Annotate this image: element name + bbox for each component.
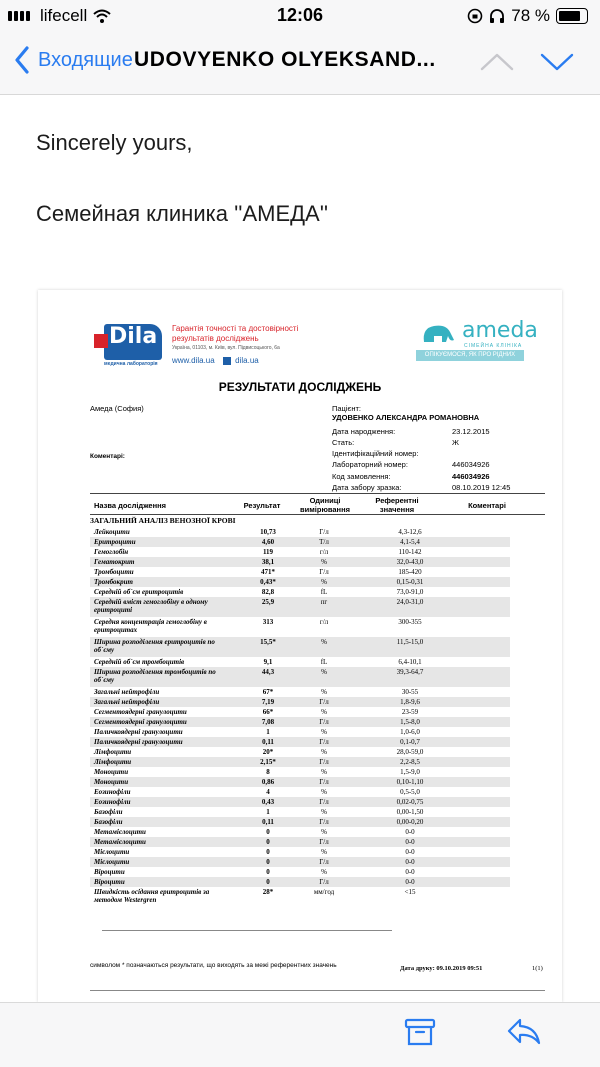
divider bbox=[90, 493, 545, 494]
orientation-lock-icon bbox=[467, 8, 483, 24]
test-name: Гематокрит bbox=[94, 558, 135, 566]
test-reference: 32,0-43,0 bbox=[396, 558, 424, 566]
test-name: Моноцити bbox=[94, 768, 129, 776]
info-label: Дата народження: bbox=[332, 427, 396, 436]
table-row bbox=[90, 877, 510, 887]
bottom-toolbar bbox=[0, 1002, 600, 1067]
test-reference: 0,00-1,50 bbox=[396, 808, 424, 816]
table-row bbox=[90, 687, 510, 697]
test-unit: % bbox=[321, 828, 327, 836]
table-row bbox=[90, 787, 510, 797]
divider bbox=[90, 514, 545, 515]
status-bar bbox=[0, 0, 600, 32]
test-unit: Г/л bbox=[319, 838, 329, 846]
test-name: Метамієлоцити bbox=[94, 828, 146, 836]
table-row bbox=[90, 527, 510, 537]
test-name: Швидкість осідання еритроцитів за методом Westergren bbox=[94, 888, 210, 904]
test-unit: Г/л bbox=[319, 798, 329, 806]
test-reference: 4,3-12,6 bbox=[398, 528, 422, 536]
back-button[interactable] bbox=[14, 46, 133, 74]
test-reference: 0,1-0,7 bbox=[400, 738, 420, 746]
test-unit: г/л bbox=[319, 618, 329, 626]
test-reference: 1,0-6,0 bbox=[400, 728, 420, 736]
test-name: Ширина розподілення еритроцитів по об`єму bbox=[94, 638, 215, 654]
test-reference: 23-59 bbox=[401, 708, 419, 716]
test-reference: 0-0 bbox=[405, 848, 415, 856]
test-unit: % bbox=[321, 578, 327, 586]
test-reference: 39,3-64,7 bbox=[396, 668, 424, 676]
test-unit: % bbox=[321, 788, 327, 796]
info-label: Лабораторний номер: bbox=[332, 460, 408, 469]
test-reference: 4,1-5,4 bbox=[400, 538, 420, 546]
test-reference: 0-0 bbox=[405, 868, 415, 876]
test-reference: 0,10-1,10 bbox=[396, 778, 424, 786]
test-reference: 6,4-10,1 bbox=[398, 658, 422, 666]
table-row bbox=[90, 817, 510, 827]
info-value: 23.12.2015 bbox=[452, 427, 490, 436]
test-result: 28* bbox=[262, 888, 274, 896]
battery-icon bbox=[556, 8, 588, 24]
test-unit: г/л bbox=[319, 548, 329, 556]
info-value: 446034926 bbox=[452, 460, 490, 469]
guarantee-text: Гарантія точності та достовірності результатів досліджень bbox=[172, 324, 299, 343]
table-row bbox=[90, 847, 510, 857]
table-row bbox=[90, 567, 510, 577]
test-reference: 0-0 bbox=[405, 878, 415, 886]
reply-button[interactable] bbox=[506, 1017, 542, 1047]
test-unit: % bbox=[321, 638, 327, 646]
table-row bbox=[90, 827, 510, 837]
test-result: 4 bbox=[266, 788, 270, 796]
test-name: Лімфоцити bbox=[94, 758, 132, 766]
test-unit: % bbox=[321, 868, 327, 876]
back-label: Входящие bbox=[38, 48, 133, 71]
table-row bbox=[90, 757, 510, 767]
test-unit: % bbox=[321, 748, 327, 756]
test-name: Сегментоядерні гранулоцити bbox=[94, 718, 187, 726]
test-unit: % bbox=[321, 558, 327, 566]
table-row bbox=[90, 587, 510, 597]
attachment-document[interactable] bbox=[38, 290, 562, 1002]
test-name: Віроцити bbox=[94, 868, 125, 876]
info-label: Ідентифікаційний номер: bbox=[332, 449, 419, 458]
info-label: Стать: bbox=[332, 438, 355, 447]
test-reference: 73,0-91,0 bbox=[396, 588, 424, 596]
info-label: Дата забору зразка: bbox=[332, 483, 402, 492]
print-date: Дата друку: 09.10.2019 09:51 bbox=[400, 965, 483, 972]
next-message-button[interactable] bbox=[540, 52, 574, 72]
chevron-left-icon bbox=[14, 46, 30, 74]
test-reference: 30-55 bbox=[401, 688, 419, 696]
test-unit: мм/год bbox=[313, 888, 335, 896]
elephant-icon bbox=[420, 320, 460, 348]
test-name: Загальні нейтрофіли bbox=[94, 698, 160, 706]
test-name: Лейкоцити bbox=[94, 528, 130, 536]
test-name: Віроцити bbox=[94, 878, 125, 886]
test-reference: 0-0 bbox=[405, 828, 415, 836]
table-row bbox=[90, 857, 510, 867]
test-name: Еритроцити bbox=[94, 538, 136, 546]
results-table bbox=[90, 527, 510, 907]
info-value: Ж bbox=[452, 438, 459, 447]
test-name: Тромбоцити bbox=[94, 568, 134, 576]
test-name: Мієлоцити bbox=[94, 848, 130, 856]
table-row bbox=[90, 547, 510, 557]
dila-logo: Dila bbox=[104, 324, 162, 360]
test-result: 471* bbox=[261, 568, 275, 576]
test-reference: 11,5-15,0 bbox=[396, 638, 424, 646]
column-header-result: Результат bbox=[243, 501, 281, 510]
test-result: 0,43* bbox=[260, 578, 276, 586]
test-name: Метамієлоцити bbox=[94, 838, 146, 846]
facebook-icon bbox=[223, 357, 231, 365]
test-reference: 1,5-8,0 bbox=[400, 718, 420, 726]
footnote: символом * позначаються результати, що виходять за межі референтних значень bbox=[90, 962, 337, 969]
test-result: 7,08 bbox=[261, 718, 275, 726]
test-reference: 185-420 bbox=[398, 568, 422, 576]
test-unit: Г/л bbox=[319, 698, 329, 706]
test-name: Паличкоядерні гранулоцити bbox=[94, 728, 183, 736]
test-reference: 2,2-8,5 bbox=[400, 758, 420, 766]
table-row bbox=[90, 577, 510, 587]
patient-name: УДОВЕНКО АЛЕКСАНДРА РОМАНОВНА bbox=[332, 413, 480, 422]
test-result: 0 bbox=[266, 848, 270, 856]
lab-address: Україна, 01103, м. Київ, вул. Підвисоцького, 6а bbox=[172, 345, 280, 351]
previous-message-button[interactable] bbox=[480, 52, 514, 72]
test-result: 0,86 bbox=[261, 778, 275, 786]
comments-label: Коментарі: bbox=[90, 453, 125, 460]
table-row bbox=[90, 597, 510, 617]
test-unit: % bbox=[321, 668, 327, 676]
test-unit: Г/л bbox=[319, 758, 329, 766]
test-result: 10,73 bbox=[260, 528, 276, 536]
column-header-name: Назва дослідження bbox=[94, 501, 167, 510]
test-unit: Т/л bbox=[319, 538, 329, 546]
test-result: 15,5* bbox=[260, 638, 276, 646]
test-result: 0 bbox=[266, 858, 270, 866]
table-row bbox=[90, 747, 510, 757]
table-row bbox=[90, 777, 510, 787]
sender-clinic: Амеда (София) bbox=[90, 404, 144, 413]
test-result: 0,43 bbox=[261, 798, 275, 806]
test-result: 0,11 bbox=[262, 738, 274, 746]
test-reference: 0,5-5,0 bbox=[400, 788, 420, 796]
test-unit: Г/л bbox=[319, 718, 329, 726]
test-unit: % bbox=[321, 768, 327, 776]
column-header-comments: Коментарі bbox=[468, 501, 506, 510]
test-name: Середній вміст гемоглобіну в одному еритроциті bbox=[94, 598, 208, 614]
status-time: 12:06 bbox=[276, 5, 324, 25]
info-value: 446034926 bbox=[452, 472, 490, 481]
test-unit: % bbox=[321, 708, 327, 716]
table-row bbox=[90, 737, 510, 747]
battery-percent: 78 % bbox=[511, 6, 550, 25]
test-reference: 1,5-9,0 bbox=[400, 768, 420, 776]
test-unit: Г/л bbox=[319, 818, 329, 826]
column-header-units: Одиниці вимірювання bbox=[300, 496, 350, 514]
carrier-name: lifecell bbox=[40, 6, 88, 25]
table-row bbox=[90, 537, 510, 547]
table-row bbox=[90, 837, 510, 847]
patient-label: Пацієнт: bbox=[332, 404, 362, 413]
test-unit: % bbox=[321, 688, 327, 696]
test-result: 0 bbox=[266, 828, 270, 836]
test-result: 0 bbox=[266, 868, 270, 876]
test-name: Гемоглобін bbox=[94, 548, 129, 556]
table-row bbox=[90, 667, 510, 687]
test-result: 0 bbox=[266, 878, 270, 886]
test-name: Базофіли bbox=[94, 818, 123, 826]
test-name: Паличкоядерні гранулоцити bbox=[94, 738, 183, 746]
info-label: Код замовлення: bbox=[332, 472, 391, 481]
test-unit: fL bbox=[320, 588, 328, 596]
test-result: 0 bbox=[266, 838, 270, 846]
table-row bbox=[90, 657, 510, 667]
test-unit: % bbox=[321, 808, 327, 816]
test-reference: 0,00-0,20 bbox=[396, 818, 424, 826]
info-value: 08.10.2019 12:45 bbox=[452, 483, 511, 492]
page-number: 1(1) bbox=[532, 965, 543, 972]
test-unit: пг bbox=[320, 598, 328, 606]
test-name: Середній об`єм еритроцитів bbox=[94, 588, 184, 596]
navigation-bar bbox=[0, 32, 600, 95]
test-result: 119 bbox=[262, 548, 274, 556]
dila-website: www.dila.ua dila.ua bbox=[172, 356, 259, 365]
test-name: Тромбокрит bbox=[94, 578, 133, 586]
test-name: Моноцити bbox=[94, 778, 129, 786]
test-reference: 28,0-59,0 bbox=[396, 748, 424, 756]
test-reference: 0-0 bbox=[405, 838, 415, 846]
test-result: 66* bbox=[262, 708, 274, 716]
test-result: 2,15* bbox=[260, 758, 276, 766]
test-name: Сегментоядерні гранулоцити bbox=[94, 708, 187, 716]
table-row bbox=[90, 887, 510, 907]
test-unit: Г/л bbox=[319, 528, 329, 536]
test-reference: 110-142 bbox=[398, 548, 422, 556]
test-reference: 0,15-0,31 bbox=[396, 578, 424, 586]
table-row bbox=[90, 867, 510, 877]
test-result: 9,1 bbox=[263, 658, 273, 666]
status-right bbox=[467, 6, 588, 26]
table-row bbox=[90, 707, 510, 717]
divider bbox=[102, 930, 392, 931]
test-result: 4,60 bbox=[261, 538, 275, 546]
table-row bbox=[90, 727, 510, 737]
test-name: Еозинофіли bbox=[94, 798, 131, 806]
table-row bbox=[90, 717, 510, 727]
table-row bbox=[90, 767, 510, 777]
test-name: Середній об`єм тромбоцитів bbox=[94, 658, 185, 666]
test-name: Середня концентрація гемоглобіну в еритроцитах bbox=[94, 618, 207, 634]
test-name: Ширина розподілення тромбоцитів по об`єму bbox=[94, 668, 216, 684]
test-result: 0,11 bbox=[262, 818, 274, 826]
test-result: 313 bbox=[262, 618, 274, 626]
test-unit: % bbox=[321, 728, 327, 736]
section-title: ЗАГАЛЬНИЙ АНАЛІЗ ВЕНОЗНОЇ КРОВІ bbox=[90, 516, 236, 525]
test-result: 1 bbox=[266, 728, 270, 736]
ameda-logo: ameda СІМЕЙНА КЛІНІКА ОПІКУЄМОСЯ, ЯК ПРО РІДНИХ bbox=[416, 318, 526, 362]
test-name: Лімфоцити bbox=[94, 748, 132, 756]
test-name: Базофіли bbox=[94, 808, 123, 816]
column-header-reference: Референтні значення bbox=[375, 496, 419, 514]
test-result: 67* bbox=[262, 688, 274, 696]
test-unit: fL bbox=[320, 658, 328, 666]
test-unit: Г/л bbox=[319, 568, 329, 576]
test-result: 20* bbox=[262, 748, 274, 756]
test-unit: Г/л bbox=[319, 878, 329, 886]
headphones-icon bbox=[489, 8, 505, 24]
test-reference: 24,0-31,0 bbox=[396, 598, 424, 606]
divider bbox=[90, 990, 545, 991]
test-unit: Г/л bbox=[319, 778, 329, 786]
test-name: Загальні нейтрофіли bbox=[94, 688, 160, 696]
test-unit: Г/л bbox=[319, 858, 329, 866]
document-title: РЕЗУЛЬТАТИ ДОСЛІДЖЕНЬ bbox=[218, 380, 382, 394]
test-name: Мієлоцити bbox=[94, 858, 130, 866]
test-result: 25,9 bbox=[261, 598, 275, 606]
table-row bbox=[90, 797, 510, 807]
dila-caption: медична лабораторія bbox=[104, 361, 158, 367]
email-closing: Sincerely yours, bbox=[36, 130, 193, 155]
test-result: 44,3 bbox=[261, 668, 275, 676]
table-row bbox=[90, 557, 510, 567]
test-reference: <15 bbox=[404, 888, 416, 896]
email-signature: Семейная клиника ''АМЕДА'' bbox=[36, 201, 329, 226]
test-result: 82,8 bbox=[261, 588, 275, 596]
test-unit: % bbox=[321, 848, 327, 856]
test-result: 7,19 bbox=[261, 698, 275, 706]
table-row bbox=[90, 617, 510, 637]
test-result: 38,1 bbox=[261, 558, 275, 566]
table-row bbox=[90, 637, 510, 657]
archive-button[interactable] bbox=[404, 1017, 436, 1047]
test-reference: 1,8-9,6 bbox=[400, 698, 420, 706]
test-result: 1 bbox=[266, 808, 270, 816]
test-unit: Г/л bbox=[319, 738, 329, 746]
test-name: Еозинофіли bbox=[94, 788, 131, 796]
test-reference: 0-0 bbox=[405, 858, 415, 866]
sender-title: UDOVYENKO OLYEKSAND... bbox=[134, 48, 436, 71]
test-result: 8 bbox=[266, 768, 270, 776]
table-row bbox=[90, 807, 510, 817]
test-reference: 300-355 bbox=[398, 618, 422, 626]
test-reference: 0,02-0,75 bbox=[396, 798, 424, 806]
table-row bbox=[90, 697, 510, 707]
